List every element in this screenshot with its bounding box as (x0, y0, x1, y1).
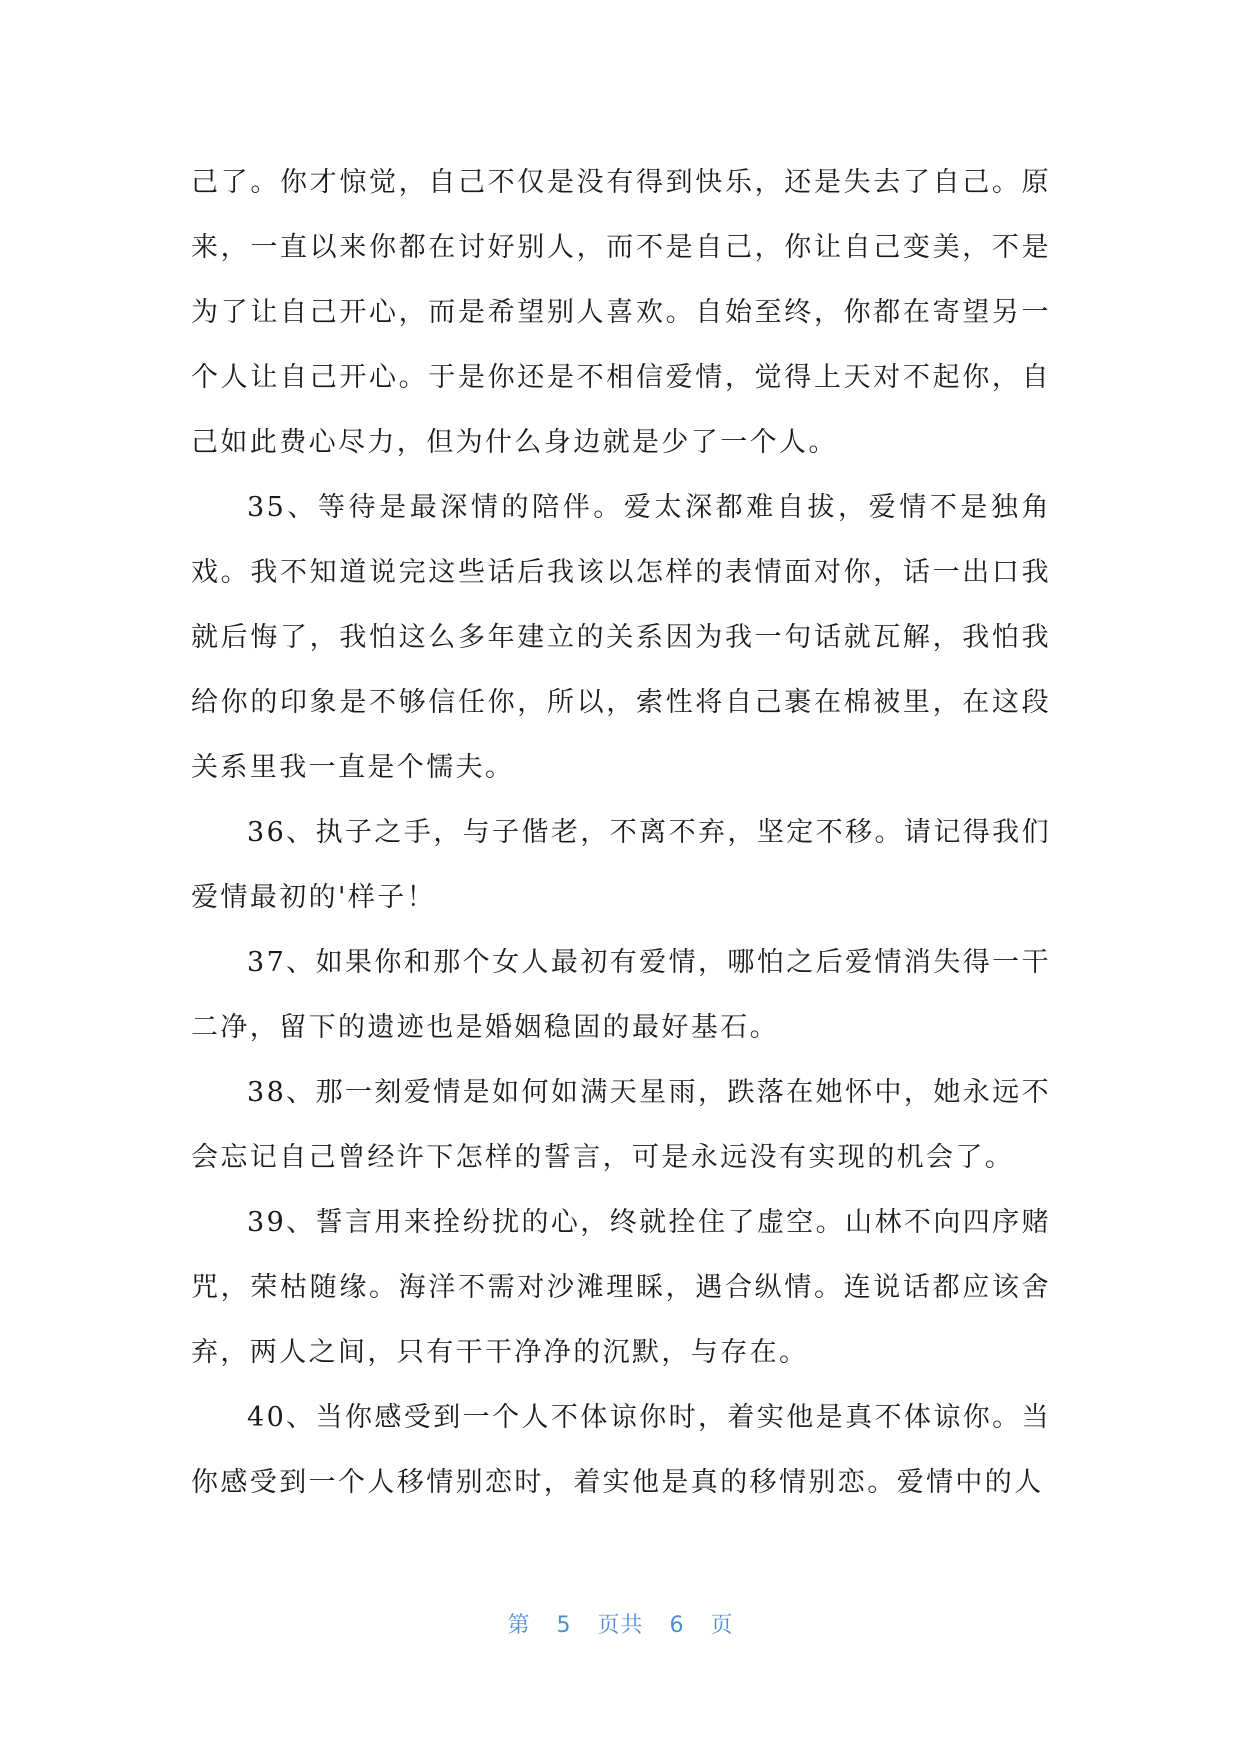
footer-total-pages: 6 (669, 1613, 685, 1638)
paragraph-35: 35、等待是最深情的陪伴。爱太深都难自拔，爱情不是独角戏。我不知道说完这些话后我该以怎样的表情面对你，话一出口我就后悔了，我怕这么多年建立的关系因为我一句话就瓦解，我怕我给你的印象是不够信任你，所以，索性将自己裹在棉被里，在这段关系里我一直是个懦夫。 (191, 492, 1051, 783)
paragraph-40: 40、当你感受到一个人不体谅你时，着实他是真不体谅你。当你感受到一个人移情别恋时，着实他是真的移情别恋。爱情中的人 (191, 1402, 1051, 1498)
footer-suffix: 页 (710, 1613, 734, 1638)
footer-current-page: 5 (556, 1613, 572, 1638)
paragraph-39: 39、誓言用来拴纷扰的心，终就拴住了虚空。山林不向四序赌咒，荣枯随缘。海洋不需对沙滩理睬，遇合纵情。连说话都应该舍弃，两人之间，只有干干净净的沉默，与存在。 (191, 1207, 1051, 1368)
paragraph-37: 37、如果你和那个女人最初有爱情，哪怕之后爱情消失得一干二净，留下的遗迹也是婚姻稳固的最好基石。 (191, 947, 1051, 1043)
paragraph-38: 38、那一刻爱情是如何如满天星雨，跌落在她怀中，她永远不会忘记自己曾经许下怎样的誓言，可是永远没有实现的机会了。 (191, 1077, 1051, 1173)
paragraph-continuation: 己了。你才惊觉，自己不仅是没有得到快乐，还是失去了自己。原来，一直以来你都在讨好别人，而不是自己，你让自己变美，不是为了让自己开心，而是希望别人喜欢。自始至终，你都在寄望另一个人让自己开心。于是你还是不相信爱情，觉得上天对不起你，自己如此费心尽力，但为什么身边就是少了一个人。 (191, 167, 1051, 458)
page-footer (0, 1608, 1241, 1639)
paragraph-36: 36、执子之手，与子偕老，不离不弃，坚定不移。请记得我们爱情最初的'样子！ (191, 817, 1051, 913)
footer-prefix: 第 (507, 1613, 531, 1638)
document-body (191, 150, 1051, 1515)
footer-middle: 页共 (597, 1613, 644, 1638)
